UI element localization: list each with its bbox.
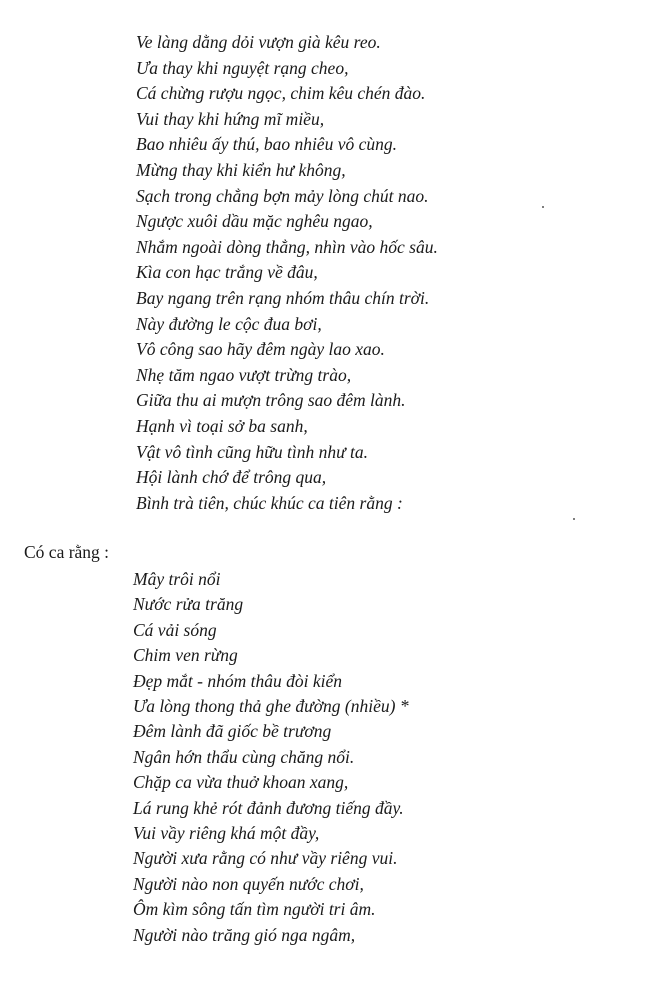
poem-line: Vô công sao hãy đêm ngày lao xao. xyxy=(136,339,385,360)
song-line: Nước rửa trăng xyxy=(133,594,244,615)
poem-line: Sạch trong chẳng bợn mảy lòng chút nao. xyxy=(136,185,429,206)
poem-line: Hội lành chớ để trông qua, xyxy=(136,467,327,488)
song-line: Lá rung khẻ rót đảnh đương tiếng đầy. xyxy=(133,797,404,818)
poem-line: Vui thay khi hứng mĩ miều, xyxy=(136,108,325,129)
song-line: Đêm lành đã giốc bề trương xyxy=(133,721,332,742)
poem-line: Ve làng dằng dỏi vượn già kêu reo. xyxy=(136,32,381,52)
song-line: Chặp ca vừa thuở khoan xang, xyxy=(133,772,349,793)
song-line: Ôm kìm sông tấn tìm người tri âm. xyxy=(133,899,376,920)
poem-line: Vật vô tình cũng hữu tình như ta. xyxy=(136,441,368,462)
song-heading: Có ca rằng : xyxy=(24,542,110,562)
scan-speck xyxy=(573,518,575,520)
poem-line: Nhẹ tăm ngao vượt trừng trào, xyxy=(136,364,352,385)
poem-stanza xyxy=(136,30,438,516)
song-line: Mây trôi nổi xyxy=(133,569,221,589)
song-line: Chim ven rừng xyxy=(133,645,238,666)
poem-line: Bình trà tiên, chúc khúc ca tiên rằng : xyxy=(136,492,403,513)
poem-line: Cá chừng rượu ngọc, chim kêu chén đào. xyxy=(136,83,426,104)
poem-line: Ưa thay khi nguyệt rạng cheo, xyxy=(136,57,349,78)
song-line: Ưa lòng thong thả ghe đường (nhiều) * xyxy=(133,696,409,717)
poem-line: Bao nhiêu ấy thú, bao nhiêu vô cùng. xyxy=(136,134,397,155)
song-line: Cá vải sóng xyxy=(133,619,217,640)
poem-line: Kìa con hạc trắng về đâu, xyxy=(136,262,318,283)
song-lines xyxy=(133,567,409,948)
song-line: Vui vầy riêng khá một đầy, xyxy=(133,823,320,844)
poem-line: Giữa thu ai mượn trông sao đêm lành. xyxy=(136,390,406,411)
poem-line: Này đường le cộc đua bơi, xyxy=(136,313,322,334)
song-line: Người nào trăng gió nga ngâm, xyxy=(133,924,356,945)
song-line: Đẹp mắt - nhóm thâu đòi kiển xyxy=(133,670,342,691)
scan-speck xyxy=(542,206,544,208)
poem-line: Bay ngang trên rạng nhóm thâu chín trời. xyxy=(136,287,430,308)
poem-line: Ngược xuôi dầu mặc nghêu ngao, xyxy=(136,211,373,232)
poem-line: Nhắm ngoài dòng thẳng, nhìn vào hốc sâu. xyxy=(136,236,438,257)
song-line: Người xưa rằng có như vầy riêng vui. xyxy=(133,848,398,869)
poem-line: Mừng thay khi kiển hư không, xyxy=(136,159,346,180)
song-line: Người nào non quyến nước chơi, xyxy=(133,873,364,894)
song-line: Ngân hớn thẩu cùng chăng nổi. xyxy=(133,746,355,767)
poem-line: Hạnh vì toại sở ba sanh, xyxy=(136,415,308,436)
